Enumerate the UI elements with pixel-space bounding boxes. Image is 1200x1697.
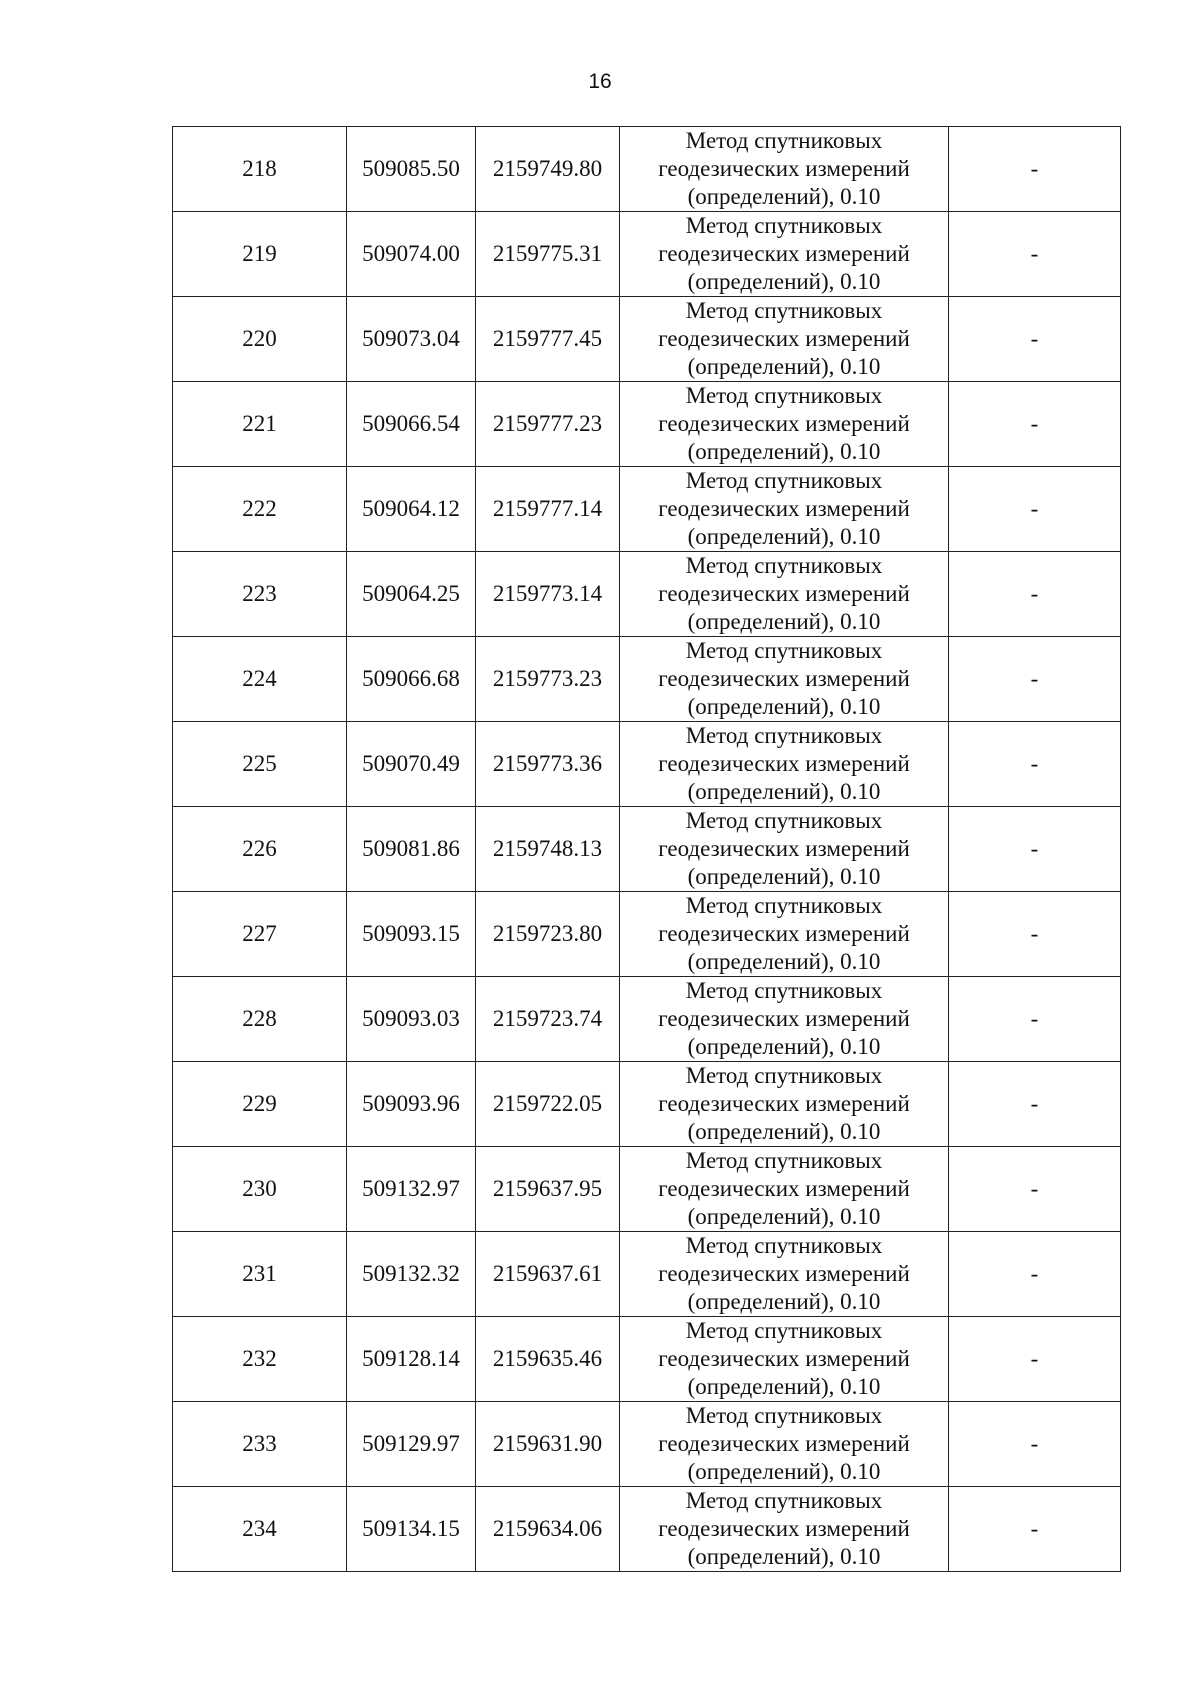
x-coordinate-cell: 509066.68 (347, 637, 476, 722)
y-coordinate-cell: 2159777.14 (476, 467, 620, 552)
note-cell: - (949, 1062, 1121, 1147)
method-line: Метод спутниковых (685, 808, 883, 833)
note-cell: - (949, 467, 1121, 552)
method-line: (определений), 0.10 (687, 354, 881, 379)
point-number-cell: 219 (173, 212, 347, 297)
method-line: Метод спутниковых (685, 638, 883, 663)
y-coordinate-cell: 2159773.23 (476, 637, 620, 722)
table-row (173, 1147, 1121, 1232)
method-cell (620, 1147, 949, 1232)
point-number-cell: 230 (173, 1147, 347, 1232)
note-cell: - (949, 212, 1121, 297)
y-coordinate-cell: 2159722.05 (476, 1062, 620, 1147)
coordinates-table-body (173, 127, 1121, 1572)
x-coordinate-cell: 509128.14 (347, 1317, 476, 1402)
method-line: Метод спутниковых (685, 128, 883, 153)
method-line: (определений), 0.10 (687, 184, 881, 209)
point-number-cell: 220 (173, 297, 347, 382)
method-line: геодезических измерений (658, 1006, 910, 1031)
x-coordinate-cell: 509070.49 (347, 722, 476, 807)
method-cell (620, 382, 949, 467)
point-number-cell: 228 (173, 977, 347, 1062)
y-coordinate-cell: 2159635.46 (476, 1317, 620, 1402)
method-line: Метод спутниковых (685, 893, 883, 918)
table-row (173, 1402, 1121, 1487)
point-number-cell: 223 (173, 552, 347, 637)
y-coordinate-cell: 2159777.23 (476, 382, 620, 467)
x-coordinate-cell: 509093.15 (347, 892, 476, 977)
method-line: геодезических измерений (658, 1346, 910, 1371)
x-coordinate-cell: 509093.96 (347, 1062, 476, 1147)
x-coordinate-cell: 509074.00 (347, 212, 476, 297)
method-line: (определений), 0.10 (687, 1204, 881, 1229)
method-cell (620, 637, 949, 722)
table-row (173, 892, 1121, 977)
note-cell: - (949, 722, 1121, 807)
method-line: геодезических измерений (658, 411, 910, 436)
y-coordinate-cell: 2159723.80 (476, 892, 620, 977)
y-coordinate-cell: 2159773.14 (476, 552, 620, 637)
method-line: Метод спутниковых (685, 1318, 883, 1343)
table-row (173, 1232, 1121, 1317)
table-row (173, 1317, 1121, 1402)
method-line: геодезических измерений (658, 1431, 910, 1456)
method-cell (620, 212, 949, 297)
method-line: Метод спутниковых (685, 1233, 883, 1258)
note-cell: - (949, 1317, 1121, 1402)
method-line: (определений), 0.10 (687, 439, 881, 464)
point-number-cell: 221 (173, 382, 347, 467)
method-line: геодезических измерений (658, 496, 910, 521)
note-cell: - (949, 1232, 1121, 1317)
method-cell (620, 977, 949, 1062)
method-line: геодезических измерений (658, 241, 910, 266)
table-row (173, 467, 1121, 552)
method-line: Метод спутниковых (685, 978, 883, 1003)
method-line: геодезических измерений (658, 751, 910, 776)
note-cell: - (949, 382, 1121, 467)
point-number-cell: 226 (173, 807, 347, 892)
y-coordinate-cell: 2159637.95 (476, 1147, 620, 1232)
method-line: Метод спутниковых (685, 1488, 883, 1513)
method-line: геодезических измерений (658, 156, 910, 181)
x-coordinate-cell: 509132.97 (347, 1147, 476, 1232)
point-number-cell: 222 (173, 467, 347, 552)
y-coordinate-cell: 2159631.90 (476, 1402, 620, 1487)
method-line: (определений), 0.10 (687, 1459, 881, 1484)
note-cell: - (949, 1487, 1121, 1572)
point-number-cell: 232 (173, 1317, 347, 1402)
method-line: геодезических измерений (658, 326, 910, 351)
point-number-cell: 233 (173, 1402, 347, 1487)
method-cell (620, 1402, 949, 1487)
table-row (173, 637, 1121, 722)
method-cell (620, 1062, 949, 1147)
table-row (173, 1487, 1121, 1572)
x-coordinate-cell: 509066.54 (347, 382, 476, 467)
page-number: 16 (588, 70, 612, 93)
table-row (173, 807, 1121, 892)
method-line: геодезических измерений (658, 1261, 910, 1286)
table-row (173, 212, 1121, 297)
method-line: геодезических измерений (658, 836, 910, 861)
table-row (173, 722, 1121, 807)
method-line: (определений), 0.10 (687, 1289, 881, 1314)
method-line: Метод спутниковых (685, 298, 883, 323)
y-coordinate-cell: 2159773.36 (476, 722, 620, 807)
table-row (173, 382, 1121, 467)
point-number-cell: 227 (173, 892, 347, 977)
method-line: (определений), 0.10 (687, 779, 881, 804)
point-number-cell: 224 (173, 637, 347, 722)
method-line: (определений), 0.10 (687, 1119, 881, 1144)
method-line: (определений), 0.10 (687, 1034, 881, 1059)
method-cell (620, 552, 949, 637)
method-line: геодезических измерений (658, 666, 910, 691)
x-coordinate-cell: 509085.50 (347, 127, 476, 212)
y-coordinate-cell: 2159634.06 (476, 1487, 620, 1572)
note-cell: - (949, 892, 1121, 977)
note-cell: - (949, 637, 1121, 722)
x-coordinate-cell: 509081.86 (347, 807, 476, 892)
method-line: Метод спутниковых (685, 213, 883, 238)
y-coordinate-cell: 2159777.45 (476, 297, 620, 382)
method-line: геодезических измерений (658, 1516, 910, 1541)
method-line: геодезических измерений (658, 581, 910, 606)
method-cell (620, 1232, 949, 1317)
point-number-cell: 231 (173, 1232, 347, 1317)
y-coordinate-cell: 2159775.31 (476, 212, 620, 297)
x-coordinate-cell: 509134.15 (347, 1487, 476, 1572)
table-row (173, 127, 1121, 212)
x-coordinate-cell: 509064.12 (347, 467, 476, 552)
method-line: (определений), 0.10 (687, 864, 881, 889)
method-line: (определений), 0.10 (687, 524, 881, 549)
method-line: (определений), 0.10 (687, 1374, 881, 1399)
note-cell: - (949, 297, 1121, 382)
method-line: Метод спутниковых (685, 383, 883, 408)
method-cell (620, 892, 949, 977)
x-coordinate-cell: 509073.04 (347, 297, 476, 382)
note-cell: - (949, 127, 1121, 212)
method-line: Метод спутниковых (685, 723, 883, 748)
method-line: (определений), 0.10 (687, 269, 881, 294)
method-line: Метод спутниковых (685, 1403, 883, 1428)
x-coordinate-cell: 509093.03 (347, 977, 476, 1062)
method-cell (620, 807, 949, 892)
method-line: (определений), 0.10 (687, 609, 881, 634)
note-cell: - (949, 552, 1121, 637)
note-cell: - (949, 1402, 1121, 1487)
table-row (173, 977, 1121, 1062)
point-number-cell: 218 (173, 127, 347, 212)
x-coordinate-cell: 509132.32 (347, 1232, 476, 1317)
method-cell (620, 467, 949, 552)
x-coordinate-cell: 509129.97 (347, 1402, 476, 1487)
point-number-cell: 225 (173, 722, 347, 807)
method-line: геодезических измерений (658, 1091, 910, 1116)
coordinates-table (172, 126, 1121, 1572)
method-cell (620, 722, 949, 807)
method-cell (620, 127, 949, 212)
note-cell: - (949, 807, 1121, 892)
method-line: Метод спутниковых (685, 1063, 883, 1088)
y-coordinate-cell: 2159749.80 (476, 127, 620, 212)
note-cell: - (949, 1147, 1121, 1232)
y-coordinate-cell: 2159637.61 (476, 1232, 620, 1317)
method-line: геодезических измерений (658, 1176, 910, 1201)
method-line: Метод спутниковых (685, 553, 883, 578)
point-number-cell: 229 (173, 1062, 347, 1147)
x-coordinate-cell: 509064.25 (347, 552, 476, 637)
method-line: геодезических измерений (658, 921, 910, 946)
method-cell (620, 1487, 949, 1572)
method-line: Метод спутниковых (685, 1148, 883, 1173)
method-cell (620, 297, 949, 382)
point-number-cell: 234 (173, 1487, 347, 1572)
table-row (173, 1062, 1121, 1147)
method-line: (определений), 0.10 (687, 694, 881, 719)
method-line: (определений), 0.10 (687, 949, 881, 974)
y-coordinate-cell: 2159723.74 (476, 977, 620, 1062)
method-cell (620, 1317, 949, 1402)
y-coordinate-cell: 2159748.13 (476, 807, 620, 892)
method-line: (определений), 0.10 (687, 1544, 881, 1569)
method-line: Метод спутниковых (685, 468, 883, 493)
table-row (173, 297, 1121, 382)
note-cell: - (949, 977, 1121, 1062)
table-row (173, 552, 1121, 637)
